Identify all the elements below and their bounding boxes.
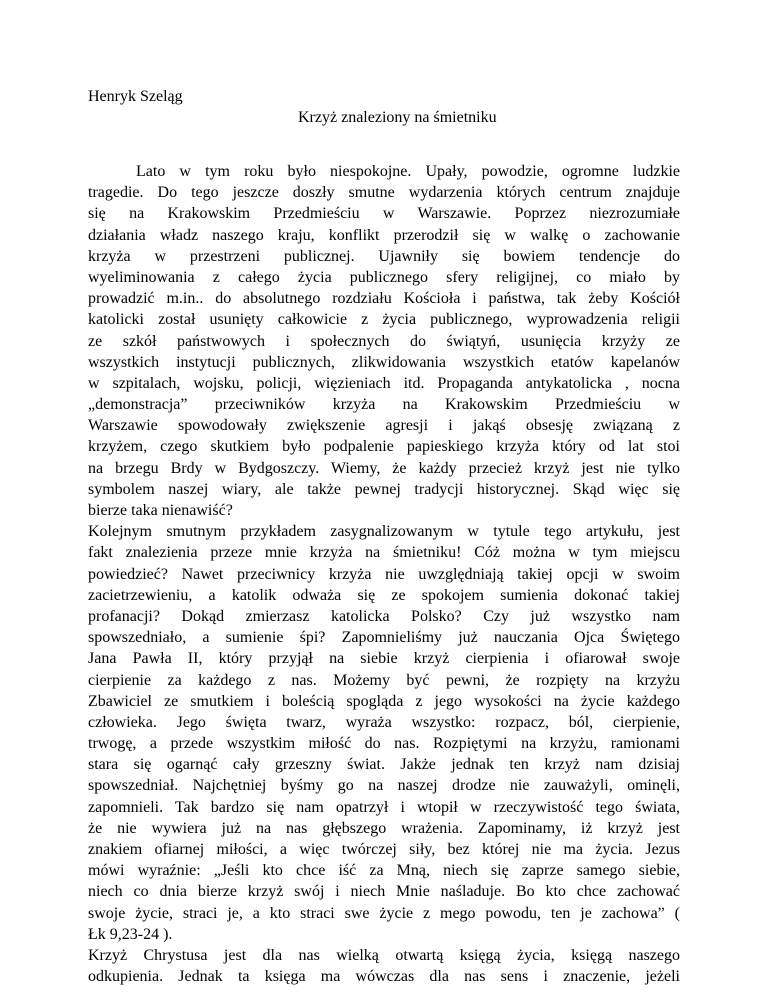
text-line: człowieka. Jego święta twarz, wyraża wszystko: rozpacz, ból, cierpienie, <box>88 713 680 731</box>
text-line: Kolejnym smutnym przykładem zasygnalizowanym w tytule tego artykułu, jest <box>88 523 680 541</box>
article-title: Krzyż znaleziony na śmietniku <box>298 109 497 126</box>
text-line: spowszedniał. Najchętniej byśmy go na naszej drodze nie zauważyli, ominęli, <box>88 777 680 795</box>
text-line: katolicki został usunięty całkowicie z życia publicznego, wyprowadzenia religii <box>88 311 680 329</box>
text-line: krzyżem, czego skutkiem było podpalenie papieskiego krzyża który od lat stoi <box>88 438 680 456</box>
text-line: Krzyż Chrystusa jest dla nas wielką otwartą księgą życia, księgą naszego <box>88 946 680 964</box>
article-body <box>88 161 680 987</box>
text-line: prowadzić m.in.. do absolutnego rozdziału Kościoła i państwa, tak żeby Kościół <box>88 290 680 308</box>
text-line: cierpienie za każdego z nas. Możemy być pewni, że rozpięty na krzyżu <box>88 671 680 689</box>
text-line: spowszedniało, a sumienie śpi? Zapomnieliśmy już nauczania Ojca Świętego <box>88 629 680 647</box>
text-line: zacietrzewieniu, a katolik odważa się ze spokojem sumienia dokonać takiej <box>88 586 680 604</box>
text-line: powiedzieć? Nawet przeciwnicy krzyża nie uwzględniają takiej opcji w swoim <box>88 565 680 583</box>
text-line: się na Krakowskim Przedmieściu w Warszawie. Poprzez niezrozumiałe <box>88 205 680 223</box>
text-line: swoje życie, straci je, a kto straci swe życie z mego powodu, ten je zachowa” ( <box>88 904 680 922</box>
text-line: fakt znalezienia przeze mnie krzyża na śmietniku! Cóż można w tym miejscu <box>88 544 680 562</box>
text-line: tragedie. Do tego jeszcze doszły smutne wydarzenia których centrum znajduje <box>88 184 680 202</box>
text-line: bierze taka nienawiść? <box>88 502 233 519</box>
text-line: że nie wywiera już na nas głębszego wrażenia. Zapominamy, iż krzyż jest <box>88 819 680 837</box>
text-line: Łk 9,23-24 ). <box>88 925 173 943</box>
author-name: Henryk Szeląg <box>88 88 183 105</box>
text-line: profanacji? Dokąd zmierzasz katolicka Polsko? Czy już wszystko nam <box>88 607 680 625</box>
text-line: Lato w tym roku było niespokojne. Upały, powodzie, ogromne ludzkie <box>136 163 680 180</box>
text-line: krzyża w przestrzeni publicznej. Ujawniły się bowiem tendencje do <box>88 247 680 265</box>
text-line: symbolem naszej wiary, ale także pewnej tradycji historycznej. Skąd więc się <box>88 480 680 498</box>
text-line: znakiem ofiarnej miłości, a więc twórczej siły, bez której nie ma życia. Jezus <box>88 841 680 858</box>
text-line: wszystkich instytucji publicznych, zlikwidowania wszystkich etatów kapelanów <box>88 353 680 371</box>
text-line: trwogę, a przede wszystkim miłość do nas. Rozpiętymi na krzyżu, ramionami <box>88 735 680 753</box>
text-line: Warszawie spowodowały zwiększenie agresji i jakąś obsesję związaną z <box>88 417 680 435</box>
text-line: „demonstracja” przeciwników krzyża na Krakowskim Przedmieściu w <box>88 396 680 414</box>
text-line: stara się ogarnąć cały grzeszny świat. Jakże jednak ten krzyż nam dzisiaj <box>88 756 680 774</box>
text-line: mówi wyraźnie: „Jeśli kto chce iść za Mną, niech się zaprze samego siebie, <box>88 862 680 880</box>
text-line: działania władz naszego kraju, konflikt przerodził się w walkę o zachowanie <box>88 226 680 244</box>
text-line: odkupienia. Jednak ta księga ma wówczas dla nas sens i znaczenie, jeżeli <box>88 968 680 986</box>
text-line: wyeliminowania z całego życia publicznego sfery religijnej, co miało by <box>88 268 680 286</box>
text-line: ze szkół państwowych i społecznych do świątyń, usunięcia krzyży ze <box>88 332 680 350</box>
text-line: Zbawiciel ze smutkiem i boleścią spogląda z jego wysokości na życie każdego <box>88 692 680 710</box>
text-line: zapomnieli. Tak bardzo się nam opatrzył i wtopił w rzeczywistość tego świata, <box>88 798 680 816</box>
text-line: w szpitalach, wojsku, policji, więzieniach itd. Propaganda antykatolicka , nocna <box>88 374 680 392</box>
text-line: na brzegu Brdy w Bydgoszczy. Wiemy, że każdy przecież krzyż jest nie tylko <box>88 459 680 477</box>
text-line: Jana Pawła II, który przyjął na siebie krzyż cierpienia i ofiarował swoje <box>88 650 680 668</box>
text-line: niech co dnia bierze krzyż swój i niech Mnie naśladuje. Bo kto chce zachować <box>88 883 680 901</box>
